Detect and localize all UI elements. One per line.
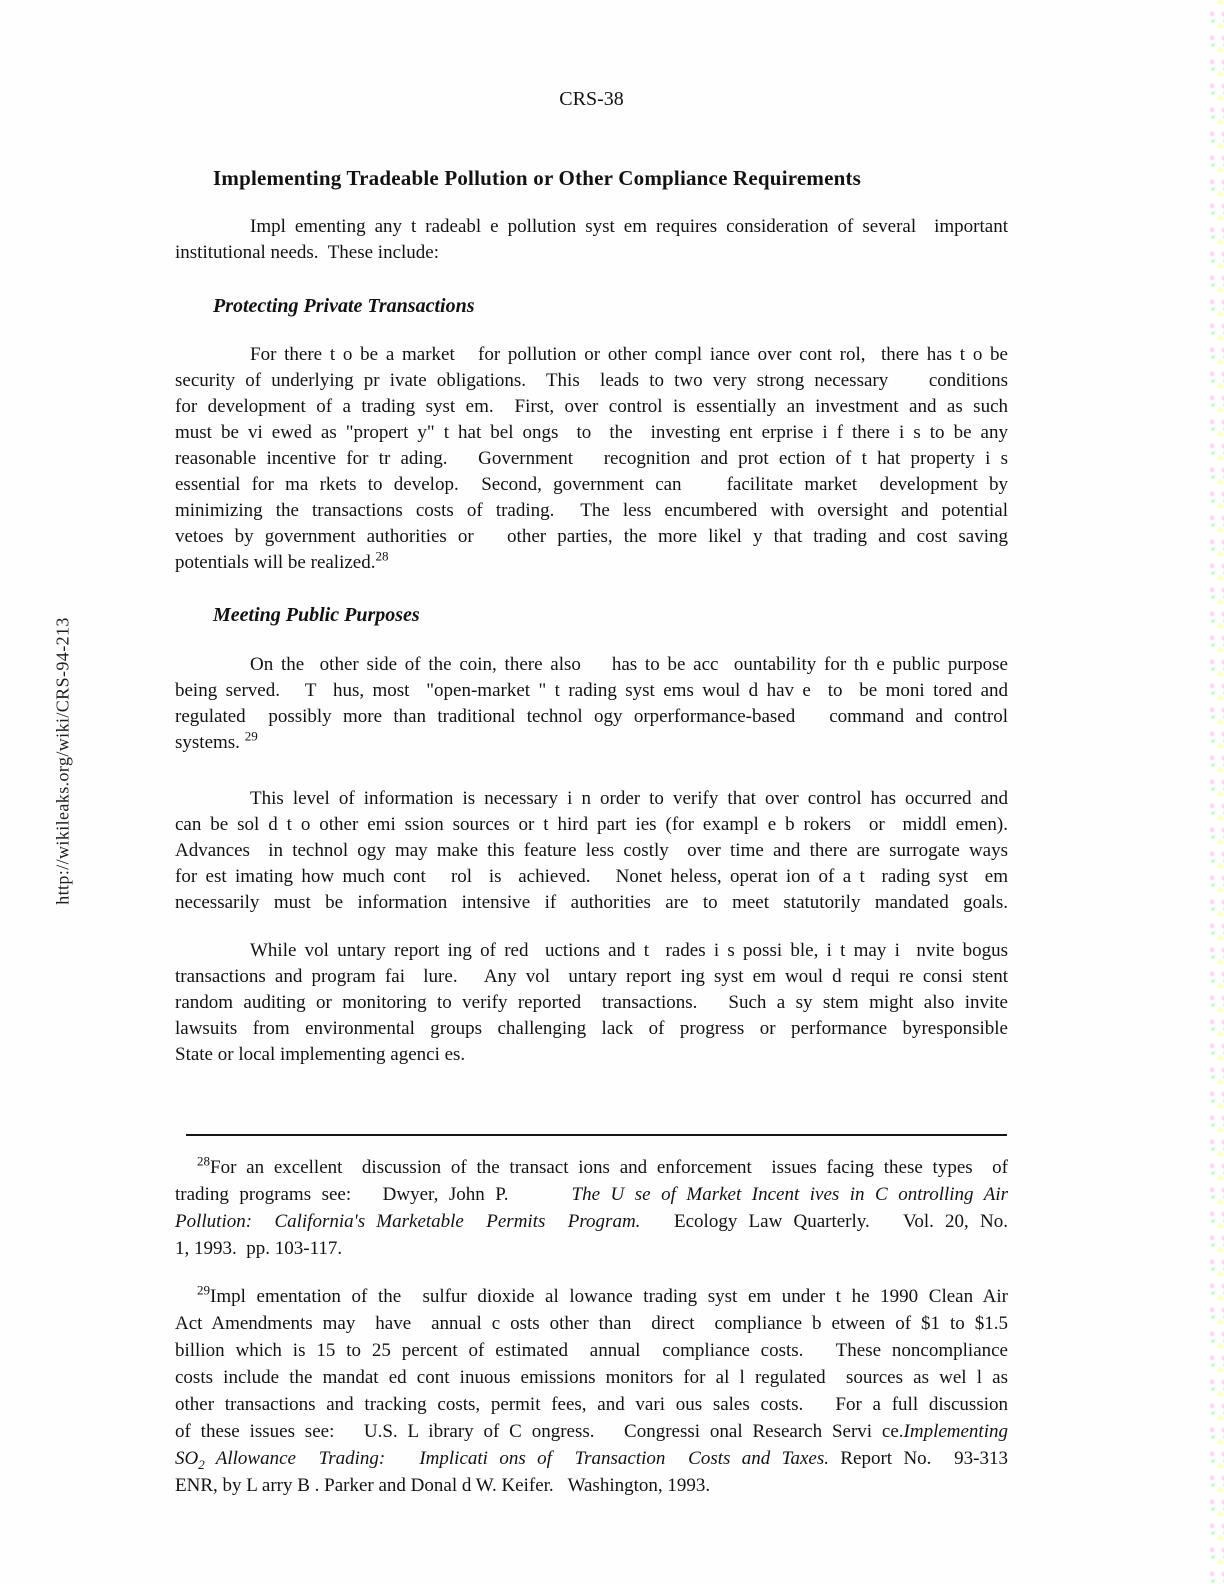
footnote-29 bbox=[175, 1283, 1008, 1499]
text-line: other transactions and tracking costs, permit fees, and vari ous sales costs. For a full discussion bbox=[175, 1394, 1008, 1415]
footnote-separator-rule bbox=[186, 1134, 1007, 1136]
text-line: ENR, by L arry B . Parker and Donal d W. Keifer. Washington, 1993. bbox=[175, 1475, 711, 1496]
text-line: Pollution: California's Marketable Permits Program. Ecology Law Quarterly. Vol. 20, No. bbox=[175, 1211, 1008, 1232]
section-title: Implementing Tradeable Pollution or Other Compliance Requirements bbox=[213, 166, 862, 190]
subheading-meeting-public-purposes: Meeting Public Purposes bbox=[213, 604, 420, 626]
paragraph-intro bbox=[175, 214, 1008, 266]
text-line: minimizing the transactions costs of trading. The less encumbered with oversight and potential bbox=[175, 500, 1008, 521]
text-line: 1, 1993. pp. 103-117. bbox=[175, 1238, 343, 1259]
subheading-protecting-private-transactions: Protecting Private Transactions bbox=[213, 295, 475, 317]
text-line: being served. T hus, most "open-market " t rading syst ems woul d hav e to be moni tored and bbox=[175, 680, 1008, 701]
paragraph-meeting-purposes bbox=[175, 652, 1008, 756]
text-line: On the other side of the coin, there also has to be acc ountability for th e public purpose bbox=[250, 654, 1008, 675]
text-line: $^{28}$For an excellent discussion of the transact ions and enforcement issues facing these types of bbox=[197, 1153, 1008, 1178]
text-line: transactions and program fai lure. Any vol untary report ing syst em woul d requi re consi stent bbox=[175, 966, 1008, 987]
footnote-28 bbox=[175, 1154, 1008, 1262]
text-line: billion which is 15 to 25 percent of estimated annual compliance costs. These noncompliance bbox=[175, 1340, 1008, 1361]
text-line: random auditing or monitoring to verify reported transactions. Such a sy stem might also invite bbox=[175, 992, 1008, 1013]
text-line: essential for ma rkets to develop. Second, government can facilitate market development by bbox=[175, 474, 1008, 495]
text-line: Impl ementing any t radeabl e pollution syst em requires consideration of several important bbox=[250, 216, 1008, 237]
text-line: can be sol d t o other emi ssion sources or t hird part ies (for exampl e b rokers or middl emen). bbox=[175, 814, 1008, 835]
text-line: For there t o be a market for pollution or other compl iance over cont rol, there has t o be bbox=[250, 344, 1008, 365]
text-line: State or local implementing agenci es. bbox=[175, 1044, 466, 1065]
text-line: security of underlying pr ivate obligations. This leads to two very strong necessary conditions bbox=[175, 370, 1008, 391]
text-line: necessarily must be information intensive if authorities are to meet statutorily mandated goals. bbox=[175, 892, 1008, 913]
wikileaks-source-url: http://wikileaks.org/wiki/CRS-94-213 bbox=[52, 617, 73, 905]
text-line: systems. $^{29}$ bbox=[175, 728, 258, 753]
text-line: potentials will be realized.$^{28}$ bbox=[175, 548, 389, 573]
text-line: of these issues see: U.S. L ibrary of C ongress. Congressi onal Research Servi ce.Implementing bbox=[175, 1421, 1008, 1442]
paragraph-information-level bbox=[175, 786, 1008, 916]
text-line: regulated possibly more than traditional technol ogy orperformance-based command and control bbox=[175, 706, 1008, 727]
text-line: Advances in technol ogy may make this feature less costly over time and there are surrogate ways bbox=[175, 840, 1008, 861]
paragraph-protecting-transactions bbox=[175, 342, 1008, 576]
text-line: for development of a trading syst em. First, over control is essentially an investment and as such bbox=[175, 396, 1008, 417]
text-line: trading programs see: Dwyer, John P. The U se of Market Incent ives in C ontrolling Air bbox=[175, 1184, 1008, 1205]
text-line: must be vi ewed as "propert y" t hat bel ongs to the investing ent erprise i f there i s to be any bbox=[175, 422, 1008, 443]
text-line: reasonable incentive for tr ading. Government recognition and prot ection of t hat property i s bbox=[175, 448, 1008, 469]
text-line: $SO_2$ Allowance Trading: Implicati ons of Transaction Costs and Taxes. Report No. 93-313 bbox=[175, 1448, 1008, 1472]
text-line: costs include the mandat ed cont inuous emissions monitors for al l regulated sources as wel l as bbox=[175, 1367, 1008, 1388]
text-line: lawsuits from environmental groups challenging lack of progress or performance byresponsible bbox=[175, 1018, 1008, 1039]
text-line: for est imating how much cont rol is achieved. Nonet heless, operat ion of a t rading syst em bbox=[175, 866, 1008, 887]
page-number-header: CRS-38 bbox=[559, 88, 624, 110]
paragraph-voluntary-reporting bbox=[175, 938, 1008, 1068]
text-line: This level of information is necessary i n order to verify that over control has occurred and bbox=[250, 788, 1008, 809]
scan-edge-dot-pattern bbox=[1210, 0, 1224, 1584]
text-line: Act Amendments may have annual c osts other than direct compliance b etween of $1 to $1.5 bbox=[175, 1313, 1008, 1334]
text-line: vetoes by government authorities or other parties, the more likel y that trading and cost saving bbox=[175, 526, 1008, 547]
text-line: While vol untary report ing of red uctions and t rades i s possi ble, i t may i nvite bogus bbox=[250, 940, 1008, 961]
text-line: $^{29}$Impl ementation of the sulfur dioxide al lowance trading syst em under t he 1990 Clean Air bbox=[197, 1282, 1008, 1307]
text-line: institutional needs. These include: bbox=[175, 242, 440, 263]
